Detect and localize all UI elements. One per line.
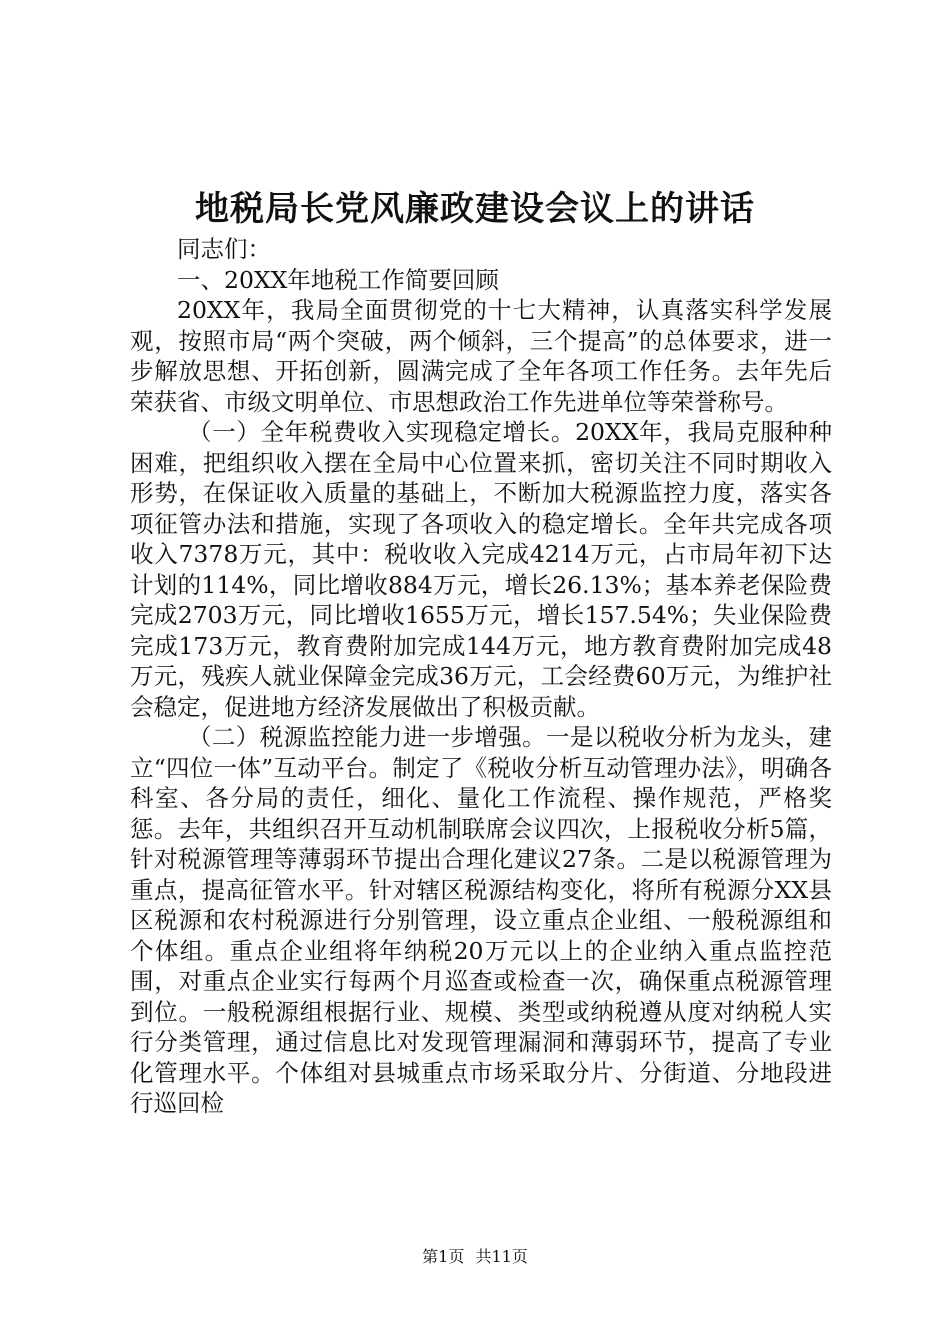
page-number: 第1页 <box>422 1247 465 1266</box>
page-footer <box>0 1246 950 1268</box>
body-paragraph: （二）税源监控能力进一步增强。一是以税收分析为龙头，建立“四位一体”互动平台。制定了《税收分析互动管理办法》，明确各科室、各分局的责任，细化、量化工作流程、操作规范，严格奖惩。去年，共组织召开互动机制联席会议四次，上报税收分析5篇，针对税源管理等薄弱环节提出合理化建议27条。二是以税源管理为重点，提高征管水平。针对辖区税源结构变化，将所有税源分XX县区税源和农村税源进行分别管理，设立重点企业组、一般税源组和个体组。重点企业组将年纳税20万元以上的企业纳入重点监控范围，对重点企业实行每两个月巡查或检查一次，确保重点税源管理到位。一般税源组根据行业、规模、类型或纳税遵从度对纳税人实行分类管理，通过信息比对发现管理漏洞和薄弱环节，提高了专业化管理水平。个体组对县城重点市场采取分片、分街道、分地段进行巡回检 <box>130 723 832 1117</box>
body-paragraph: 20XX年，我局全面贯彻党的十七大精神，认真落实科学发展观，按照市局“两个突破，两个倾斜，三个提高”的总体要求，进一步解放思想、开拓创新，圆满完成了全年各项工作任务。去年先后荣获省、市级文明单位、市思想政治工作先进单位等荣誉称号。 <box>130 296 832 416</box>
document-body <box>130 234 832 1119</box>
salutation: 同志们： <box>177 235 271 263</box>
page-total: 共11页 <box>475 1247 528 1266</box>
body-paragraph: （一）全年税费收入实现稳定增长。20XX年，我局克服种种困难，把组织收入摆在全局中心位置来抓，密切关注不同时期收入形势，在保证收入质量的基础上，不断加大税源监控力度，落实各项征管办法和措施，实现了各项收入的稳定增长。全年共完成各项收入7378万元，其中：税收收入完成4214万元，占市局年初下达计划的114%，同比增收884万元，增长26.13%；基本养老保险费完成2703万元，同比增收1655万元，增长157.54%；失业保险费完成173万元，教育费附加完成144万元，地方教育费附加完成48万元，残疾人就业保障金完成36万元，工会经费60万元，为维护社会稳定，促进地方经济发展做出了积极贡献。 <box>130 418 832 721</box>
section-heading: 一、20XX年地税工作简要回顾 <box>177 265 499 294</box>
document-title: 地税局长党风廉政建设会议上的讲话 <box>195 189 755 229</box>
